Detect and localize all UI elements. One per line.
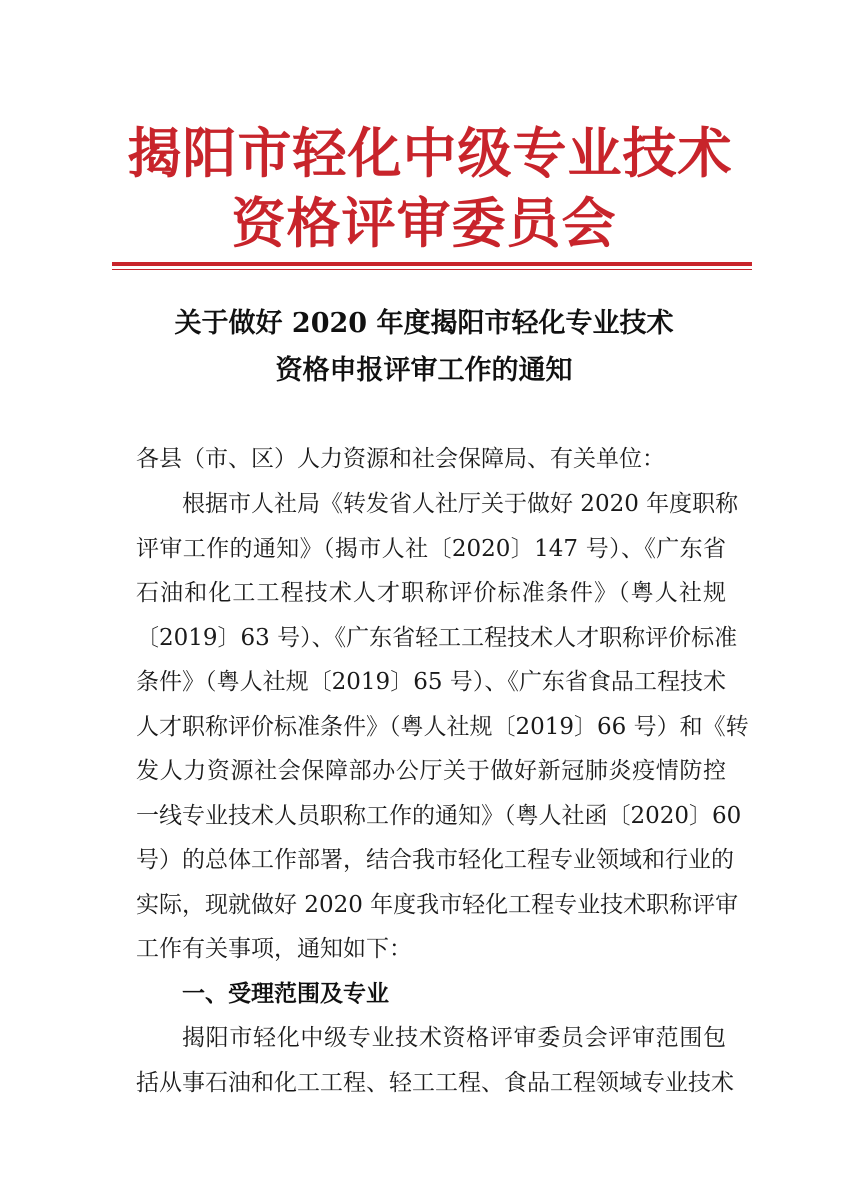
paragraph-line: 发人力资源社会保障部办公厅关于做好新冠肺炎疫情防控 <box>136 758 726 784</box>
paragraph-line: 实际，现就做好 2020 年度我市轻化工程专业技术职称评审 <box>136 892 739 918</box>
paragraph-line: 人才职称评价标准条件》（粤人社规〔2019〕66 号）和《转 <box>136 714 749 740</box>
section-heading: 一、受理范围及专业 <box>182 981 389 1007</box>
paragraph-line: 号）的总体工作部署，结合我市轻化工程专业领域和行业的 <box>136 847 734 873</box>
salutation: 各县（市、区）人力资源和社会保障局、有关单位： <box>136 446 665 472</box>
header-divider-thin <box>112 269 752 270</box>
notice-title-line2: 资格申报评审工作的通知 <box>275 355 573 386</box>
paragraph-line: 评审工作的通知》（揭市人社〔2020〕147 号）、《广东省 <box>136 536 726 562</box>
org-name-line2: 资格评审委员会 <box>231 191 617 255</box>
paragraph-line: 一线专业技术人员职称工作的通知》（粤人社函〔2020〕60 <box>136 803 742 829</box>
paragraph-line: 〔2019〕63 号）、《广东省轻工工程技术人才职称评价标准 <box>136 625 738 651</box>
header-divider-thick <box>112 262 752 266</box>
notice-title-line1: 关于做好 2020 年度揭阳市轻化专业技术 <box>174 308 674 339</box>
paragraph-line: 揭阳市轻化中级专业技术资格评审委员会评审范围包 <box>182 1025 726 1051</box>
org-name-line1: 揭阳市轻化中级专业技术 <box>127 121 733 185</box>
paragraph-line: 根据市人社局《转发省人社厅关于做好 2020 年度职称 <box>182 491 739 517</box>
paragraph-line: 括从事石油和化工工程、轻工工程、食品工程领域专业技术 <box>136 1070 734 1096</box>
paragraph-line: 条件》（粤人社规〔2019〕65 号）、《广东省食品工程技术 <box>136 669 726 695</box>
paragraph-line: 石油和化工工程技术人才职称评价标准条件》（粤人社规 <box>136 580 726 606</box>
paragraph-line: 工作有关事项，通知如下： <box>136 936 412 962</box>
